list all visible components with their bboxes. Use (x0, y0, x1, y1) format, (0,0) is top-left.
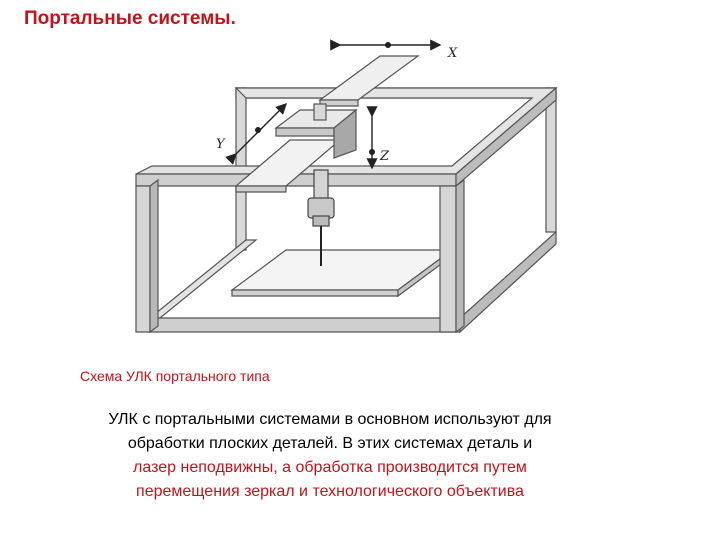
z-axis-indicator (369, 116, 390, 168)
body-paragraph (30, 408, 630, 504)
workpiece-plate (232, 250, 452, 296)
diagram-caption: Схема УЛК портального типа (80, 368, 270, 384)
body-line-3: лазер неподвижны, а обработка производится путем (133, 459, 527, 476)
body-line-2: обработки плоских деталей. В этих системах деталь и (127, 435, 533, 452)
body-line-1: УЛК с портальными системами в основном используют для (108, 411, 552, 428)
slide-title: Портальные системы. (24, 8, 236, 29)
y-axis-label: Y (216, 137, 225, 152)
x-axis-label: X (448, 46, 458, 61)
z-axis-label: Z (380, 149, 390, 164)
body-line-4: перемещения зеркал и технологического объектива (136, 483, 524, 500)
gantry-diagram (120, 30, 580, 340)
